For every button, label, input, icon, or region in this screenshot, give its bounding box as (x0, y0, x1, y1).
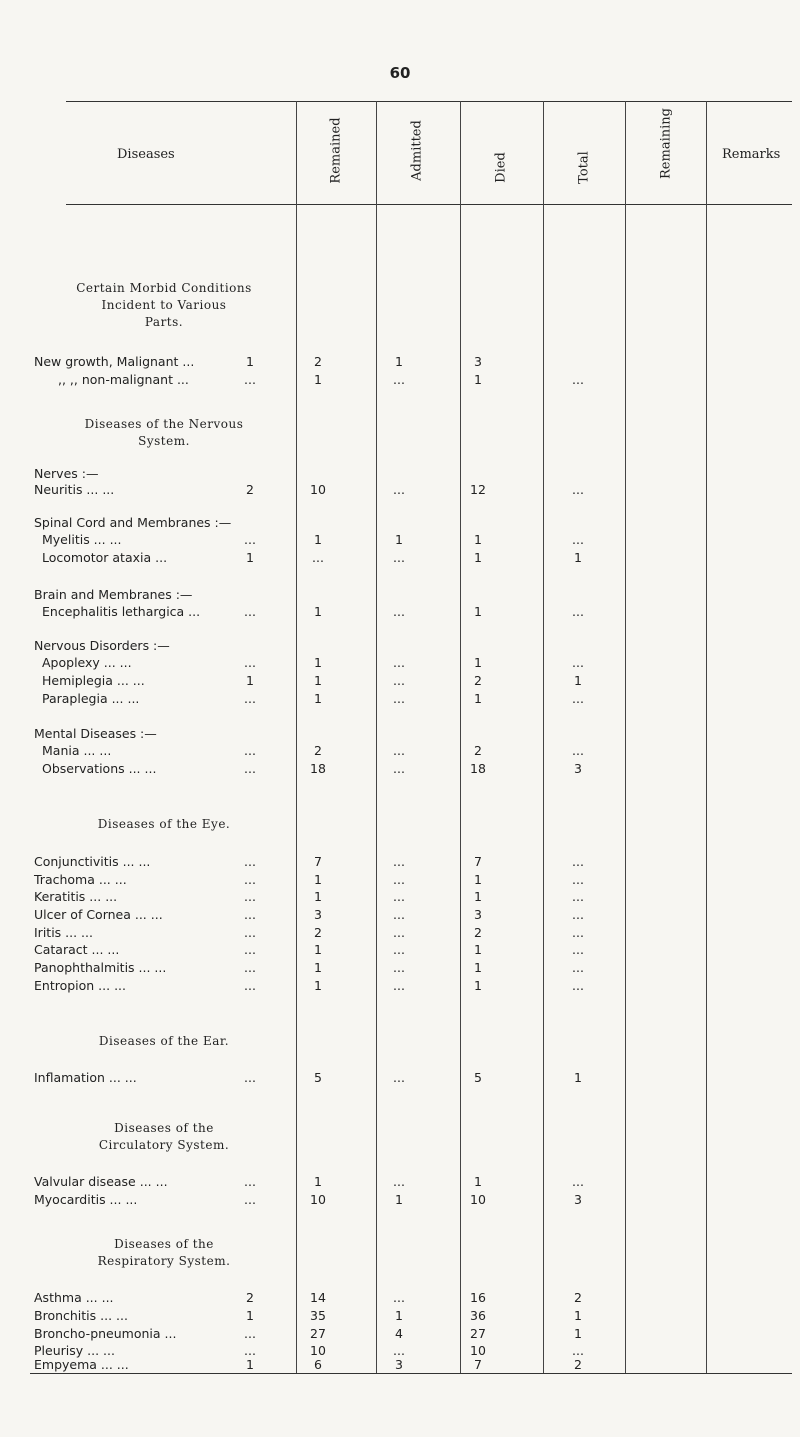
table-row (0, 605, 800, 619)
cell-total: 36 (470, 1308, 486, 1323)
cell-total: 1 (474, 889, 482, 904)
cell-remaining: ... (572, 532, 584, 547)
header-remarks: Remarks (722, 147, 781, 162)
cell-total: 5 (474, 1070, 482, 1085)
table-bottom-rule (30, 1373, 792, 1374)
cell-died: ... (393, 854, 405, 869)
cell-total: 7 (474, 854, 482, 869)
table-row (0, 674, 800, 688)
cell-admitted: 1 (314, 655, 322, 670)
cell-remained: ... (244, 925, 256, 940)
cell-admitted: 1 (314, 372, 322, 387)
cell-remained: 1 (246, 550, 254, 565)
row-label: Entropion ... ... (34, 978, 126, 993)
cell-admitted: 18 (310, 761, 326, 776)
header-died: Died (493, 152, 509, 183)
cell-admitted: 1 (314, 673, 322, 688)
table-row (0, 1344, 800, 1358)
cell-admitted: 1 (314, 532, 322, 547)
row-label: Bronchitis ... ... (34, 1308, 128, 1323)
row-label: Ulcer of Cornea ... ... (34, 907, 163, 922)
cell-total: 1 (474, 942, 482, 957)
cell-total: 1 (474, 960, 482, 975)
row-label: Myelitis ... ... (42, 532, 122, 547)
table-row (0, 551, 800, 565)
cell-admitted: 10 (310, 482, 326, 497)
cell-remaining: ... (572, 482, 584, 497)
cell-total: 1 (474, 872, 482, 887)
cell-remained: ... (244, 942, 256, 957)
cell-remaining: 3 (574, 761, 582, 776)
cell-remaining: 3 (574, 1192, 582, 1207)
cell-died: ... (393, 1343, 405, 1358)
cell-remained: ... (244, 889, 256, 904)
cell-remaining: ... (572, 655, 584, 670)
cell-remained: 1 (246, 1357, 254, 1372)
cell-admitted: 2 (314, 354, 322, 369)
cell-total: 2 (474, 673, 482, 688)
cell-total: 1 (474, 691, 482, 706)
cell-died: 1 (395, 532, 403, 547)
section-heading: Diseases of the Respiratory System. (97, 1237, 231, 1268)
cell-remained: ... (244, 1174, 256, 1189)
cell-remaining: 1 (574, 550, 582, 565)
row-label: Trachoma ... ... (34, 872, 127, 887)
table-row (0, 355, 800, 369)
cell-admitted: 6 (314, 1357, 322, 1372)
row-label: Panophthalmitis ... ... (34, 960, 167, 975)
header-admitted: Admitted (409, 120, 425, 181)
cell-remaining: ... (572, 1343, 584, 1358)
cell-died: ... (393, 655, 405, 670)
cell-died: ... (393, 743, 405, 758)
cell-admitted: 27 (310, 1326, 326, 1341)
cell-total: 16 (470, 1290, 486, 1305)
table-row (0, 656, 800, 670)
group-heading: Mental Diseases :— (34, 726, 157, 741)
cell-remaining: ... (572, 604, 584, 619)
row-label: Iritis ... ... (34, 925, 93, 940)
table-row (0, 1309, 800, 1323)
cell-admitted: 1 (314, 1174, 322, 1189)
cell-admitted: 35 (310, 1308, 326, 1323)
cell-remaining: ... (572, 372, 584, 387)
cell-remaining: ... (572, 978, 584, 993)
section-heading: Diseases of the Circulatory System. (98, 1121, 230, 1152)
cell-remained: ... (244, 761, 256, 776)
cell-total: 1 (474, 550, 482, 565)
cell-remaining: ... (572, 960, 584, 975)
table-row (0, 979, 800, 993)
cell-died: ... (393, 925, 405, 940)
cell-remained: ... (244, 907, 256, 922)
cell-admitted: 3 (314, 907, 322, 922)
cell-remained: ... (244, 1343, 256, 1358)
cell-died: ... (393, 889, 405, 904)
cell-admitted: 10 (310, 1192, 326, 1207)
row-label: Mania ... ... (42, 743, 112, 758)
cell-died: ... (393, 942, 405, 957)
cell-remaining: ... (572, 691, 584, 706)
cell-total: 1 (474, 604, 482, 619)
cell-died: ... (393, 872, 405, 887)
table-row (0, 762, 800, 776)
cell-remaining: ... (572, 925, 584, 940)
cell-total: 3 (474, 907, 482, 922)
cell-remained: ... (244, 872, 256, 887)
cell-remaining: 2 (574, 1357, 582, 1372)
table-row (0, 1327, 800, 1341)
row-label: Asthma ... ... (34, 1290, 114, 1305)
cell-admitted: 14 (310, 1290, 326, 1305)
cell-remaining: 1 (574, 1308, 582, 1323)
row-label: ,, ,, non-malignant ... (58, 372, 189, 387)
row-label: Valvular disease ... ... (34, 1174, 168, 1189)
table-row (0, 483, 800, 497)
cell-died: 1 (395, 354, 403, 369)
table-row (0, 533, 800, 547)
cell-remained: 1 (246, 354, 254, 369)
cell-admitted: 1 (314, 604, 322, 619)
cell-remained: ... (244, 691, 256, 706)
cell-remained: ... (244, 854, 256, 869)
table-row (0, 873, 800, 887)
cell-admitted: 1 (314, 978, 322, 993)
cell-remained: ... (244, 1326, 256, 1341)
cell-admitted: 2 (314, 925, 322, 940)
cell-admitted: 2 (314, 743, 322, 758)
cell-remained: ... (244, 532, 256, 547)
cell-total: 12 (470, 482, 486, 497)
row-label: Conjunctivitis ... ... (34, 854, 151, 869)
cell-died: ... (393, 1174, 405, 1189)
row-label: Observations ... ... (42, 761, 157, 776)
cell-died: ... (393, 691, 405, 706)
section-heading: Diseases of the Nervous System. (84, 417, 244, 448)
cell-died: ... (393, 550, 405, 565)
row-label: Apoplexy ... ... (42, 655, 132, 670)
table-row (0, 1193, 800, 1207)
cell-remaining: 1 (574, 1070, 582, 1085)
cell-remained: ... (244, 1070, 256, 1085)
table-row (0, 744, 800, 758)
cell-total: 2 (474, 743, 482, 758)
row-label: Neuritis ... ... (34, 482, 115, 497)
cell-died: ... (393, 978, 405, 993)
table-row (0, 943, 800, 957)
cell-remained: 1 (246, 1308, 254, 1323)
cell-admitted: 7 (314, 854, 322, 869)
table-row (0, 373, 800, 387)
table-row (0, 1175, 800, 1189)
cell-admitted: 1 (314, 960, 322, 975)
cell-remained: ... (244, 743, 256, 758)
cell-remaining: ... (572, 854, 584, 869)
cell-admitted: ... (312, 550, 324, 565)
section-heading: Diseases of the Eye. (97, 817, 231, 831)
cell-remaining: ... (572, 889, 584, 904)
group-heading: Nerves :— (34, 466, 99, 481)
row-label: Empyema ... ... (34, 1357, 129, 1372)
cell-admitted: 10 (310, 1343, 326, 1358)
cell-remaining: 1 (574, 1326, 582, 1341)
cell-admitted: 5 (314, 1070, 322, 1085)
header-remaining: Remaining (658, 108, 674, 179)
cell-admitted: 1 (314, 942, 322, 957)
row-label: Paraplegia ... ... (42, 691, 140, 706)
cell-total: 27 (470, 1326, 486, 1341)
cell-died: 1 (395, 1192, 403, 1207)
cell-remained: 2 (246, 1290, 254, 1305)
table-row (0, 855, 800, 869)
cell-total: 7 (474, 1357, 482, 1372)
row-label: Pleurisy ... ... (34, 1343, 115, 1358)
row-label: Broncho-pneumonia ... (34, 1326, 177, 1341)
cell-remained: ... (244, 1192, 256, 1207)
cell-died: ... (393, 960, 405, 975)
cell-died: ... (393, 372, 405, 387)
cell-total: 10 (470, 1343, 486, 1358)
section-heading: Diseases of the Ear. (98, 1034, 230, 1048)
row-label: New growth, Malignant ... (34, 354, 195, 369)
row-label: Inflamation ... ... (34, 1070, 137, 1085)
cell-died: ... (393, 761, 405, 776)
cell-remaining: ... (572, 907, 584, 922)
cell-died: 1 (395, 1308, 403, 1323)
table-row (0, 890, 800, 904)
row-label: Encephalitis lethargica ... (42, 604, 201, 619)
cell-died: 3 (395, 1357, 403, 1372)
table-row (0, 692, 800, 706)
header-remained: Remained (328, 117, 344, 184)
cell-total: 3 (474, 354, 482, 369)
cell-admitted: 1 (314, 691, 322, 706)
header-total: Total (576, 151, 592, 184)
row-label: Hemiplegia ... ... (42, 673, 145, 688)
group-heading: Spinal Cord and Membranes :— (34, 515, 232, 530)
cell-total: 2 (474, 925, 482, 940)
table-top-rule (66, 101, 792, 102)
table-row (0, 1071, 800, 1085)
row-label: Myocarditis ... ... (34, 1192, 138, 1207)
cell-admitted: 1 (314, 889, 322, 904)
cell-died: ... (393, 673, 405, 688)
row-label: Cataract ... ... (34, 942, 120, 957)
row-label: Keratitis ... ... (34, 889, 118, 904)
header-bottom-rule (66, 204, 792, 205)
cell-remaining: 1 (574, 673, 582, 688)
cell-remained: ... (244, 978, 256, 993)
table-row (0, 1358, 800, 1372)
cell-total: 1 (474, 532, 482, 547)
table-row (0, 961, 800, 975)
cell-died: ... (393, 482, 405, 497)
group-heading: Brain and Membranes :— (34, 587, 193, 602)
cell-remained: 1 (246, 673, 254, 688)
row-label: Locomotor ataxia ... (42, 550, 168, 565)
cell-remaining: 2 (574, 1290, 582, 1305)
group-heading: Nervous Disorders :— (34, 638, 170, 653)
cell-died: ... (393, 907, 405, 922)
cell-total: 1 (474, 1174, 482, 1189)
cell-total: 18 (470, 761, 486, 776)
cell-died: ... (393, 1290, 405, 1305)
cell-total: 1 (474, 978, 482, 993)
table-row (0, 926, 800, 940)
cell-remained: ... (244, 372, 256, 387)
cell-remaining: ... (572, 1174, 584, 1189)
section-heading: Certain Morbid Conditions Incident to Various Parts. (76, 281, 252, 329)
cell-total: 10 (470, 1192, 486, 1207)
cell-remaining: ... (572, 872, 584, 887)
cell-died: ... (393, 604, 405, 619)
page-number: 60 (389, 64, 411, 82)
cell-remained: ... (244, 604, 256, 619)
cell-admitted: 1 (314, 872, 322, 887)
cell-remained: 2 (246, 482, 254, 497)
cell-died: ... (393, 1070, 405, 1085)
table-row (0, 1291, 800, 1305)
cell-total: 1 (474, 372, 482, 387)
header-diseases: Diseases (117, 147, 175, 162)
cell-remaining: ... (572, 942, 584, 957)
cell-remained: ... (244, 655, 256, 670)
table-row (0, 908, 800, 922)
cell-remaining: ... (572, 743, 584, 758)
cell-died: 4 (395, 1326, 403, 1341)
cell-remained: ... (244, 960, 256, 975)
cell-total: 1 (474, 655, 482, 670)
